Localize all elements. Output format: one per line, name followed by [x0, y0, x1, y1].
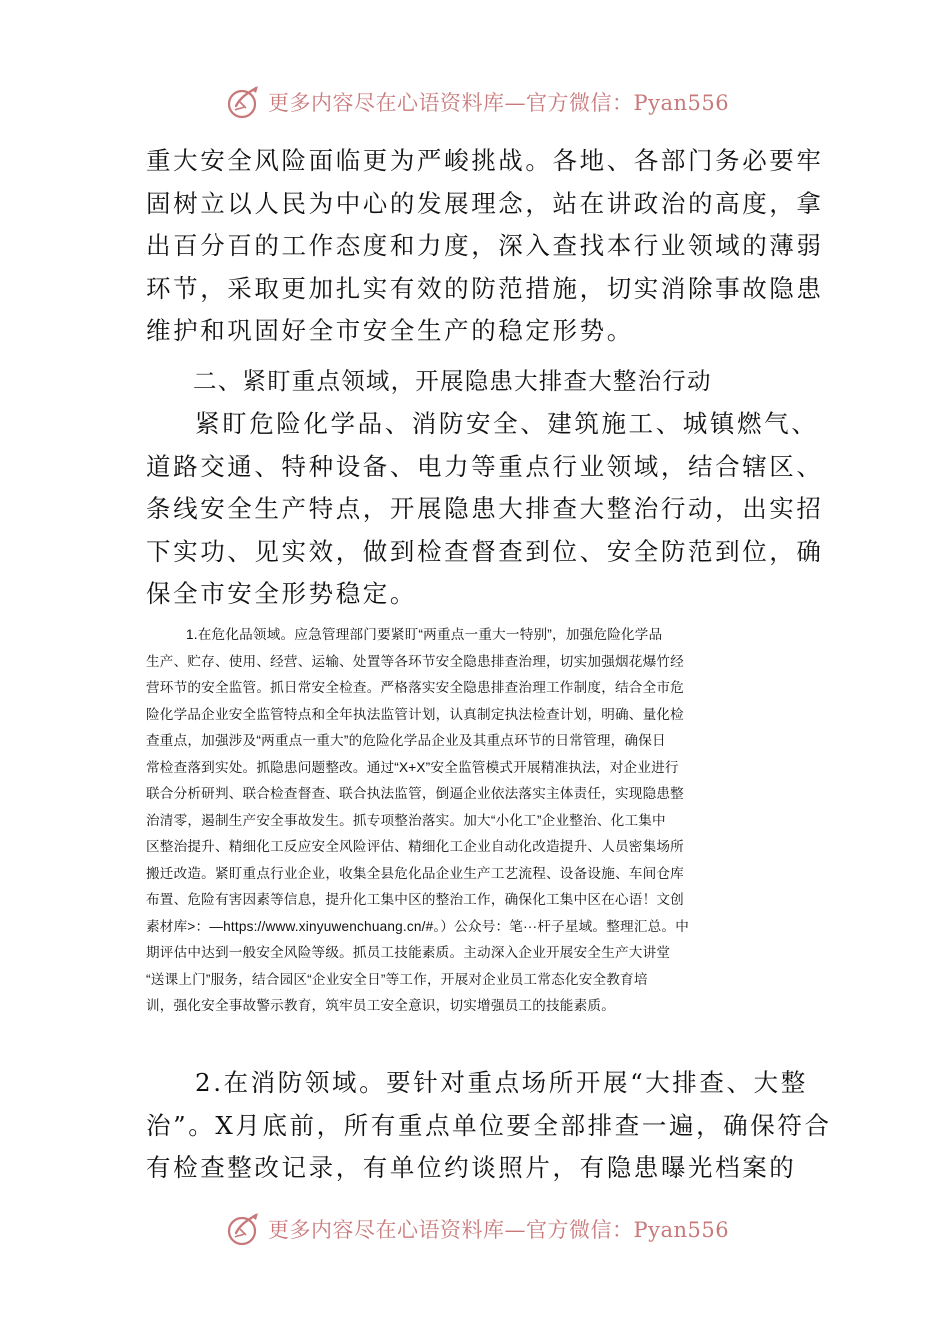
text-line: 营环节的安全监管。抓日常安全检查。严格落实安全隐患排查治理工作制度，结合全市危 — [146, 680, 684, 695]
text-line: 环节，采取更加扎实有效的防范措施，切实消除事故隐患 — [146, 273, 824, 303]
text-line: 常检查落到实处。抓隐患问题整改。通过“X+X”安全监管模式开展精准执法，对企业进行 — [146, 759, 679, 775]
text-line: 下实功、见实效，做到检查督查到位、安全防范到位，确 — [146, 536, 824, 566]
text-line: 重大安全风险面临更为严峻挑战。各地、各部门务必要牢 — [146, 146, 824, 175]
text-line: 训，强化安全事故警示教育，筑牢员工安全意识，切实增强员工的技能素质。 — [146, 998, 615, 1013]
text-line: 条线安全生产特点，开展隐患大排查大整治行动，出实招 — [146, 494, 824, 523]
text-line: “送课上门”服务，结合园区“企业安全日”等工作，开展对企业员工常态化安全教育培 — [146, 971, 648, 987]
section-intro — [146, 403, 824, 616]
text-line: 布置、危险有害因素等信息，提升化工集中区的整治工作，确保化工集中区在心语！文创 — [146, 892, 684, 907]
text-line: 区整治提升、精细化工反应安全风险评估、精细化工企业自动化改造提升、人员密集场所 — [146, 839, 684, 854]
paragraph-1 — [146, 140, 824, 353]
text-line: 生产、贮存、使用、经营、运输、处置等各环节安全隐患排查治理，切实加强烟花爆竹经 — [146, 653, 684, 669]
text-line: 固树立以人民为中心的发展理念，站在讲政治的高度，拿 — [146, 188, 824, 218]
text-line: 出百分百的工作态度和力度，深入查找本行业领域的薄弱 — [146, 231, 824, 260]
text-line: 保全市安全形势稳定。 — [146, 579, 417, 608]
text-line: 2.在消防领域。要针对重点场所开展“大排查、大整 — [195, 1068, 808, 1097]
heading-text: 二、紧盯重点领域，开展隐患大排查大整治行动 — [193, 367, 712, 395]
text-line: 治清零，遏制生产安全事故发生。抓专项整治落实。加大“小化工”企业整治、化工集中 — [146, 812, 666, 828]
text-line: 维护和巩固好全市安全生产的稳定形势。 — [146, 316, 634, 345]
text-line: 有检查整改记录，有单位约谈照片，有隐患曝光档案的 — [146, 1153, 797, 1182]
text-line: 搬迁改造。紧盯重点行业企业，收集全县危化品企业生产工艺流程、设备设施、车间仓库 — [146, 865, 684, 881]
text-line: 险化学品企业安全监管特点和全年执法监管计划，认真制定执法检查计划，明确、量化检 — [146, 706, 684, 722]
header-banner — [226, 82, 746, 122]
text-line: 1.在危化品领域。应急管理部门要紧盯“两重点一重大一特别”，加强危险化学品 — [186, 627, 663, 642]
item-1-paragraph — [146, 622, 806, 1020]
section-heading — [146, 360, 806, 403]
text-line: 素材库>：—https://www.xinyuwenchuang.cn/#。）公众号：笔···杆子星域。整理汇总。中 — [146, 918, 689, 934]
pen-logo-icon — [226, 84, 262, 120]
text-line: 道路交通、特种设备、电力等重点行业领域，结合辖区、 — [146, 451, 824, 481]
banner-text: 更多内容尽在心语资料库—官方微信：Pyan556 — [268, 91, 730, 115]
text-line: 治”。X月底前，所有重点单位要全部排查一遍，确保符合 — [146, 1110, 832, 1140]
text-line: 查重点，加强涉及“两重点一重大”的危险化学品企业及其重点环节的日常管理，确保日 — [146, 733, 666, 748]
item-2-paragraph — [146, 1062, 832, 1190]
footer-banner — [226, 1209, 746, 1249]
text-line: 期评估中达到一般安全风险等级。抓员工技能素质。主动深入企业开展安全生产大讲堂 — [146, 945, 671, 960]
banner-text: 更多内容尽在心语资料库—官方微信：Pyan556 — [268, 1218, 730, 1242]
pen-logo-icon — [226, 1211, 262, 1247]
text-line: 紧盯危险化学品、消防安全、建筑施工、城镇燃气、 — [195, 409, 819, 438]
text-line: 联合分析研判、联合检查督查、联合执法监管，倒逼企业依法落实主体责任，实现隐患整 — [146, 786, 684, 801]
